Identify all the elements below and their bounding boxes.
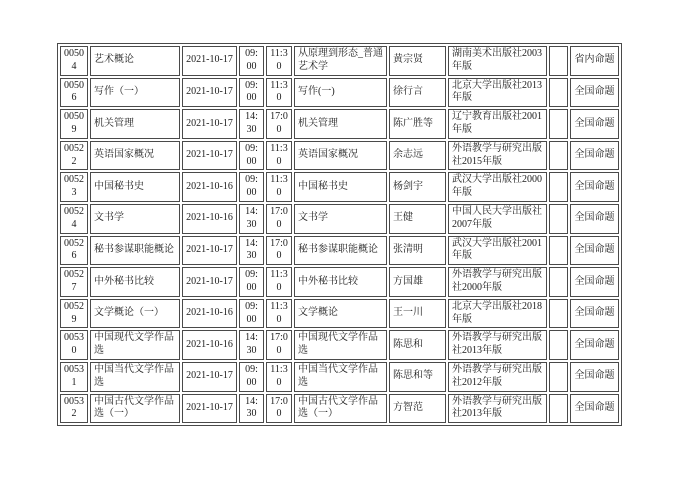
cell-textbook: 中国秘书史 xyxy=(294,172,387,202)
cell-exam-type: 全国命题 xyxy=(570,267,619,297)
cell-code: 00531 xyxy=(60,362,88,392)
cell-end-time: 11:30 xyxy=(266,172,292,202)
cell-course-name: 中国现代文学作品选 xyxy=(90,330,180,360)
exam-schedule-table xyxy=(57,43,622,426)
cell-exam-type: 全国命题 xyxy=(570,299,619,329)
cell-code: 00527 xyxy=(60,267,88,297)
cell-publisher: 外语教学与研究出版社2012年版 xyxy=(448,362,547,392)
cell-date: 2021-10-17 xyxy=(182,362,237,392)
cell-exam-type: 全国命题 xyxy=(570,78,619,108)
cell-end-time: 11:30 xyxy=(266,267,292,297)
cell-author: 方国雄 xyxy=(389,267,446,297)
cell-publisher: 中国人民大学出版社2007年版 xyxy=(448,204,547,234)
cell-publisher: 外语教学与研究出版社2000年版 xyxy=(448,267,547,297)
cell-start-time: 14:30 xyxy=(239,109,264,139)
cell-textbook: 秘书参谋职能概论 xyxy=(294,236,387,266)
cell-blank xyxy=(549,362,568,392)
cell-publisher: 外语教学与研究出版社2015年版 xyxy=(448,141,547,171)
cell-date: 2021-10-17 xyxy=(182,141,237,171)
cell-code: 00532 xyxy=(60,394,88,424)
cell-date: 2021-10-17 xyxy=(182,78,237,108)
cell-exam-type: 省内命题 xyxy=(570,46,619,76)
cell-publisher: 北京大学出版社2018年版 xyxy=(448,299,547,329)
cell-end-time: 11:30 xyxy=(266,78,292,108)
cell-course-name: 中国古代文学作品选（一） xyxy=(90,394,180,424)
table-row xyxy=(60,141,619,171)
cell-exam-type: 全国命题 xyxy=(570,236,619,266)
table-row xyxy=(60,46,619,76)
cell-end-time: 11:30 xyxy=(266,299,292,329)
cell-start-time: 09:00 xyxy=(239,299,264,329)
cell-blank xyxy=(549,330,568,360)
cell-author: 杨剑宇 xyxy=(389,172,446,202)
cell-code: 00506 xyxy=(60,78,88,108)
cell-start-time: 09:00 xyxy=(239,141,264,171)
cell-code: 00530 xyxy=(60,330,88,360)
cell-blank xyxy=(549,46,568,76)
cell-code: 00529 xyxy=(60,299,88,329)
cell-textbook: 写作(一) xyxy=(294,78,387,108)
cell-publisher: 外语教学与研究出版社2013年版 xyxy=(448,330,547,360)
cell-end-time: 17:00 xyxy=(266,330,292,360)
cell-exam-type: 全国命题 xyxy=(570,394,619,424)
cell-date: 2021-10-17 xyxy=(182,236,237,266)
cell-blank xyxy=(549,78,568,108)
table-row xyxy=(60,236,619,266)
cell-date: 2021-10-17 xyxy=(182,267,237,297)
cell-author: 余志远 xyxy=(389,141,446,171)
cell-end-time: 17:00 xyxy=(266,109,292,139)
cell-course-name: 英语国家概况 xyxy=(90,141,180,171)
cell-code: 00522 xyxy=(60,141,88,171)
cell-blank xyxy=(549,299,568,329)
cell-textbook: 文书学 xyxy=(294,204,387,234)
cell-code: 00523 xyxy=(60,172,88,202)
table-row xyxy=(60,204,619,234)
cell-code: 00504 xyxy=(60,46,88,76)
cell-author: 王健 xyxy=(389,204,446,234)
cell-blank xyxy=(549,236,568,266)
cell-date: 2021-10-17 xyxy=(182,46,237,76)
cell-publisher: 北京大学出版社2013年版 xyxy=(448,78,547,108)
cell-date: 2021-10-17 xyxy=(182,109,237,139)
cell-exam-type: 全国命题 xyxy=(570,172,619,202)
cell-start-time: 09:00 xyxy=(239,362,264,392)
cell-date: 2021-10-16 xyxy=(182,172,237,202)
cell-blank xyxy=(549,267,568,297)
table-body xyxy=(60,46,619,423)
cell-blank xyxy=(549,394,568,424)
cell-blank xyxy=(549,204,568,234)
cell-textbook: 英语国家概况 xyxy=(294,141,387,171)
cell-exam-type: 全国命题 xyxy=(570,141,619,171)
cell-author: 方智范 xyxy=(389,394,446,424)
table-row xyxy=(60,109,619,139)
cell-author: 王一川 xyxy=(389,299,446,329)
cell-textbook: 中国现代文学作品选 xyxy=(294,330,387,360)
cell-exam-type: 全国命题 xyxy=(570,204,619,234)
cell-start-time: 14:30 xyxy=(239,330,264,360)
cell-course-name: 文书学 xyxy=(90,204,180,234)
cell-code: 00524 xyxy=(60,204,88,234)
cell-publisher: 武汉大学出版社2000年版 xyxy=(448,172,547,202)
table-row xyxy=(60,78,619,108)
cell-author: 陈广胜等 xyxy=(389,109,446,139)
table-row xyxy=(60,330,619,360)
cell-exam-type: 全国命题 xyxy=(570,362,619,392)
table-row xyxy=(60,362,619,392)
cell-blank xyxy=(549,109,568,139)
table-row xyxy=(60,394,619,424)
cell-course-name: 秘书参谋职能概论 xyxy=(90,236,180,266)
cell-end-time: 11:30 xyxy=(266,46,292,76)
cell-code: 00509 xyxy=(60,109,88,139)
cell-date: 2021-10-16 xyxy=(182,330,237,360)
cell-date: 2021-10-17 xyxy=(182,394,237,424)
cell-end-time: 17:00 xyxy=(266,394,292,424)
cell-blank xyxy=(549,172,568,202)
cell-course-name: 写作（一） xyxy=(90,78,180,108)
cell-date: 2021-10-16 xyxy=(182,299,237,329)
cell-publisher: 外语教学与研究出版社2013年版 xyxy=(448,394,547,424)
cell-end-time: 17:00 xyxy=(266,236,292,266)
cell-date: 2021-10-16 xyxy=(182,204,237,234)
cell-author: 张清明 xyxy=(389,236,446,266)
cell-start-time: 14:30 xyxy=(239,204,264,234)
cell-author: 陈思和 xyxy=(389,330,446,360)
cell-textbook: 中国古代文学作品选（一） xyxy=(294,394,387,424)
cell-course-name: 中国秘书史 xyxy=(90,172,180,202)
cell-start-time: 09:00 xyxy=(239,267,264,297)
cell-end-time: 17:00 xyxy=(266,204,292,234)
cell-author: 陈思和等 xyxy=(389,362,446,392)
cell-textbook: 机关管理 xyxy=(294,109,387,139)
cell-blank xyxy=(549,141,568,171)
cell-publisher: 湖南美术出版社2003年版 xyxy=(448,46,547,76)
cell-code: 00526 xyxy=(60,236,88,266)
cell-start-time: 09:00 xyxy=(239,78,264,108)
table-row xyxy=(60,299,619,329)
cell-course-name: 艺术概论 xyxy=(90,46,180,76)
cell-start-time: 14:30 xyxy=(239,394,264,424)
cell-course-name: 机关管理 xyxy=(90,109,180,139)
cell-author: 黄宗贤 xyxy=(389,46,446,76)
table-row xyxy=(60,267,619,297)
cell-textbook: 中外秘书比较 xyxy=(294,267,387,297)
cell-start-time: 09:00 xyxy=(239,46,264,76)
table-row xyxy=(60,172,619,202)
cell-start-time: 14:30 xyxy=(239,236,264,266)
cell-start-time: 09:00 xyxy=(239,172,264,202)
cell-course-name: 文学概论（一） xyxy=(90,299,180,329)
cell-textbook: 从原理到形态_普通艺术学 xyxy=(294,46,387,76)
cell-exam-type: 全国命题 xyxy=(570,330,619,360)
cell-publisher: 辽宁教育出版社2001年版 xyxy=(448,109,547,139)
cell-publisher: 武汉大学出版社2001年版 xyxy=(448,236,547,266)
cell-end-time: 11:30 xyxy=(266,362,292,392)
cell-textbook: 中国当代文学作品选 xyxy=(294,362,387,392)
cell-course-name: 中国当代文学作品选 xyxy=(90,362,180,392)
cell-course-name: 中外秘书比较 xyxy=(90,267,180,297)
cell-textbook: 文学概论 xyxy=(294,299,387,329)
cell-end-time: 11:30 xyxy=(266,141,292,171)
cell-author: 徐行言 xyxy=(389,78,446,108)
cell-exam-type: 全国命题 xyxy=(570,109,619,139)
